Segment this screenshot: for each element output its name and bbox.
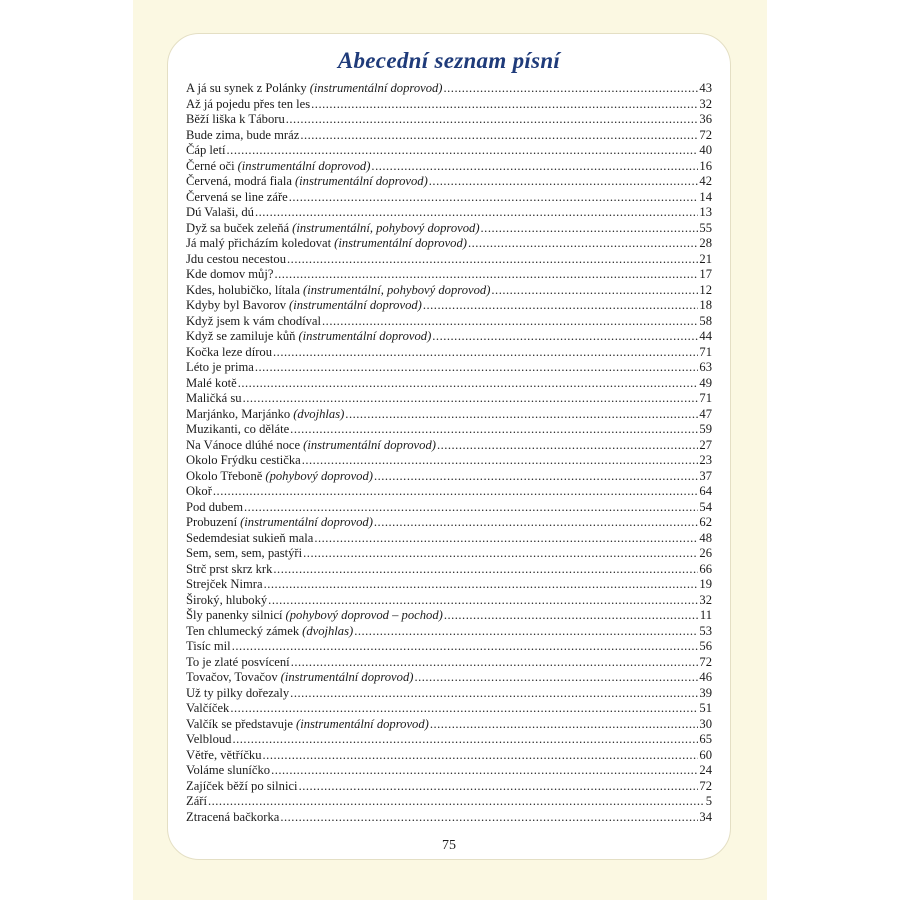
dot-leader [273, 562, 698, 578]
song-page-number: 14 [699, 189, 712, 204]
song-page-number: 43 [699, 81, 712, 95]
dot-leader [303, 546, 698, 562]
song-note: (instrumentální doprovod) [296, 716, 429, 731]
list-item [186, 314, 712, 330]
dot-leader [300, 128, 698, 144]
dot-leader [286, 112, 699, 128]
song-title: Okolo Třeboně [186, 468, 263, 483]
song-note: (instrumentální doprovod) [334, 236, 467, 250]
song-page-number: 62 [699, 515, 712, 529]
song-title: Tovačov, Tovačov [186, 670, 278, 684]
song-title: Červená se line záře [186, 189, 288, 204]
dot-leader [371, 159, 698, 175]
song-page-number: 21 [699, 251, 712, 266]
song-page-number: 42 [699, 174, 712, 188]
list-item [186, 624, 712, 640]
song-title: Velbloud [186, 732, 232, 746]
list-item [186, 763, 712, 779]
list-item [186, 205, 712, 221]
song-note: (instrumentální doprovod) [298, 329, 432, 343]
song-title: Dú Valaši, dú [186, 205, 254, 219]
dot-leader [374, 515, 699, 531]
dot-leader [432, 329, 698, 345]
song-page-number: 46 [699, 670, 712, 684]
song-title: Na Vánoce dlúhé noce [186, 437, 301, 452]
dot-leader [290, 686, 698, 702]
list-item [186, 236, 712, 252]
dot-leader [274, 267, 698, 283]
song-title: To je zlaté posvícení [186, 654, 290, 669]
song-page-number: 27 [699, 437, 712, 452]
dot-leader [213, 484, 699, 500]
song-title: Malé kotě [186, 375, 237, 390]
song-title: Až já pojedu přes ten les [186, 96, 311, 111]
dot-leader [444, 81, 699, 97]
list-item [186, 128, 712, 144]
dot-leader [354, 624, 698, 640]
song-title: Už ty pilky dořezaly [186, 685, 290, 700]
dot-leader [287, 252, 698, 268]
song-title: Okoř [186, 484, 212, 498]
dot-leader [268, 593, 698, 609]
song-title: Marjánko, Marjánko [186, 406, 291, 421]
list-item [186, 577, 712, 593]
dot-leader [273, 345, 698, 361]
song-page-number: 54 [699, 499, 712, 514]
song-title: A já su synek z Polánky [186, 81, 307, 95]
song-page-number: 72 [699, 654, 712, 669]
song-page-number: 47 [699, 406, 712, 421]
list-item [186, 546, 712, 562]
dot-leader [468, 236, 698, 252]
song-note: (instrumentální doprovod) [309, 81, 443, 95]
song-page-number: 71 [699, 344, 712, 359]
song-page-number: 49 [699, 375, 712, 390]
list-item [186, 112, 712, 128]
dot-leader [230, 701, 698, 717]
dot-leader [243, 391, 699, 407]
list-item [186, 190, 712, 206]
song-page-number: 64 [699, 484, 712, 498]
dot-leader [491, 283, 698, 299]
list-item [186, 221, 712, 237]
song-title: Běží liška k Táboru [186, 112, 285, 126]
song-title: Valčíček [186, 701, 230, 715]
song-page-number: 40 [699, 143, 712, 157]
song-note: (instrumentální doprovod) [303, 437, 436, 452]
dot-leader [423, 298, 699, 314]
dot-leader [238, 376, 699, 392]
song-page-number: 51 [699, 701, 712, 715]
list-item [186, 500, 712, 516]
dot-leader [227, 143, 699, 159]
song-title: Když jsem k vám chodíval [186, 313, 322, 328]
song-title: Okolo Frýdku cestička [186, 453, 301, 467]
list-item [186, 655, 712, 671]
song-page-number: 55 [699, 220, 712, 235]
song-title: Valčík se představuje [186, 716, 294, 731]
list-item [186, 515, 712, 531]
dot-leader [374, 469, 698, 485]
dot-leader [264, 577, 699, 593]
song-page-number: 72 [699, 127, 712, 142]
list-item [186, 779, 712, 795]
song-page-number: 44 [699, 329, 712, 343]
dot-leader [255, 360, 699, 376]
song-title: Sem, sem, sem, pastýři [186, 546, 303, 560]
song-title: Dyž sa buček zeleňá [186, 220, 290, 235]
dot-leader [429, 174, 699, 190]
dot-leader [289, 190, 699, 206]
song-title: Ztracená bačkorka [186, 809, 280, 824]
song-note: (instrumentální, pohybový doprovod) [292, 220, 480, 235]
song-page-number: 53 [699, 623, 712, 638]
song-title: Voláme sluníčko [186, 763, 271, 777]
song-note: (instrumentální doprovod) [294, 174, 428, 188]
list-item [186, 143, 712, 159]
song-page-number: 72 [699, 778, 712, 793]
dot-leader [244, 500, 698, 516]
song-page-number: 39 [699, 685, 712, 700]
song-title: Zajíček běží po silnici [186, 778, 298, 793]
song-title: Ten chlumecký zámek [186, 623, 300, 638]
song-title: Kde domov můj? [186, 267, 274, 281]
song-title: Probuzení [186, 515, 238, 529]
song-page-number: 5 [705, 794, 712, 808]
song-page-number: 71 [699, 391, 712, 405]
list-item [186, 484, 712, 500]
list-item [186, 686, 712, 702]
list-item [186, 438, 712, 454]
dot-leader [280, 810, 698, 826]
dot-leader [314, 531, 698, 547]
list-item [186, 422, 712, 438]
list-item [186, 562, 712, 578]
list-item [186, 283, 712, 299]
list-item [186, 748, 712, 764]
list-item [186, 267, 712, 283]
song-note: (instrumentální doprovod) [280, 670, 414, 684]
song-page-number: 34 [699, 809, 712, 824]
song-page-number: 60 [699, 747, 712, 762]
page-title: Abecední seznam písní [337, 48, 561, 73]
song-page-number: 59 [699, 422, 712, 436]
song-page-number: 23 [699, 453, 712, 467]
dot-leader [291, 655, 699, 671]
song-title: Kdes, holubičko, lítala [186, 282, 301, 297]
song-page-number: 17 [699, 267, 712, 281]
song-page-number: 12 [699, 282, 712, 297]
dot-leader [255, 205, 698, 221]
dot-leader [232, 639, 699, 655]
song-page-number: 19 [699, 577, 712, 591]
list-item [186, 810, 712, 826]
song-title: Větře, větříčku [186, 747, 262, 762]
dot-leader [430, 717, 699, 733]
dot-leader [311, 97, 698, 113]
dot-leader [208, 794, 705, 810]
song-page-number: 32 [699, 592, 712, 607]
song-title: Červená, modrá fiala [186, 174, 292, 188]
song-title: Muzikanti, co děláte [186, 422, 290, 436]
list-item [186, 453, 712, 469]
dot-leader [299, 779, 699, 795]
song-note: (instrumentální doprovod) [289, 298, 422, 312]
dot-leader [322, 314, 698, 330]
song-page-number: 13 [699, 205, 712, 219]
list-item [186, 159, 712, 175]
list-item [186, 376, 712, 392]
dot-leader [263, 748, 699, 764]
dot-leader [290, 422, 698, 438]
dot-leader [444, 608, 699, 624]
song-page-number: 63 [699, 360, 712, 374]
song-note: (instrumentální doprovod) [240, 515, 373, 529]
list-item [186, 407, 712, 423]
song-page-number: 66 [699, 561, 712, 576]
dot-leader [345, 407, 698, 423]
song-page-number: 48 [699, 530, 712, 545]
song-title: Když se zamiluje kůň [186, 329, 296, 343]
page-number: 75 [442, 838, 456, 853]
song-title: Čáp letí [186, 143, 226, 157]
dot-leader [414, 670, 698, 686]
song-page-number: 18 [699, 298, 712, 312]
dot-leader [232, 732, 698, 748]
song-title: Sedemdesiat sukieň mala [186, 530, 314, 545]
song-title: Strč prst skrz krk [186, 561, 273, 576]
list-item [186, 360, 712, 376]
song-title: Září [186, 794, 207, 808]
list-item [186, 469, 712, 485]
song-title: Pod dubem [186, 499, 244, 514]
song-page-number: 24 [699, 763, 712, 777]
list-item [186, 732, 712, 748]
dot-leader [481, 221, 699, 237]
song-title: Bude zima, bude mráz [186, 127, 300, 142]
song-page-number: 11 [699, 608, 712, 622]
song-title: Šly panenky silnicí [186, 608, 283, 622]
song-title: Jdu cestou necestou [186, 251, 287, 266]
dot-leader [437, 438, 698, 454]
song-title: Já malý přicházím koledovat [186, 236, 332, 250]
list-item [186, 531, 712, 547]
song-index-list [186, 81, 712, 825]
list-item [186, 97, 712, 113]
song-title: Maličká su [186, 391, 242, 405]
song-page-number: 26 [699, 546, 712, 560]
song-page-number: 32 [699, 96, 712, 111]
list-item [186, 174, 712, 190]
list-item [186, 298, 712, 314]
song-title: Kdyby byl Bavorov [186, 298, 287, 312]
list-item [186, 670, 712, 686]
song-note: (instrumentální doprovod) [237, 158, 371, 173]
song-title: Široký, hluboký [186, 592, 268, 607]
list-item [186, 794, 712, 810]
song-note: (pohybový doprovod) [265, 468, 373, 483]
dot-leader [302, 453, 699, 469]
list-item [186, 81, 712, 97]
list-item [186, 701, 712, 717]
song-page-number: 58 [699, 313, 712, 328]
list-item [186, 593, 712, 609]
song-page-number: 65 [699, 732, 712, 746]
song-title: Léto je prima [186, 360, 254, 374]
song-note: (dvojhlas) [302, 623, 354, 638]
song-note: (instrumentální, pohybový doprovod) [303, 282, 491, 297]
song-note: (dvojhlas) [293, 406, 345, 421]
song-page-number: 30 [699, 716, 712, 731]
list-item [186, 717, 712, 733]
list-item [186, 329, 712, 345]
song-page-number: 28 [699, 236, 712, 250]
song-note: (pohybový doprovod – pochod) [285, 608, 443, 622]
list-item [186, 639, 712, 655]
song-page-number: 16 [699, 158, 712, 173]
song-page-number: 37 [699, 468, 712, 483]
song-title: Strejček Nimra [186, 577, 263, 591]
song-title: Kočka leze dírou [186, 344, 273, 359]
song-title: Černé oči [186, 158, 235, 173]
dot-leader [271, 763, 698, 779]
song-page-number: 36 [699, 112, 712, 126]
list-item [186, 608, 712, 624]
list-item [186, 252, 712, 268]
list-item [186, 391, 712, 407]
song-page-number: 56 [699, 639, 712, 653]
song-title: Tisíc mil [186, 639, 231, 653]
list-item [186, 345, 712, 361]
